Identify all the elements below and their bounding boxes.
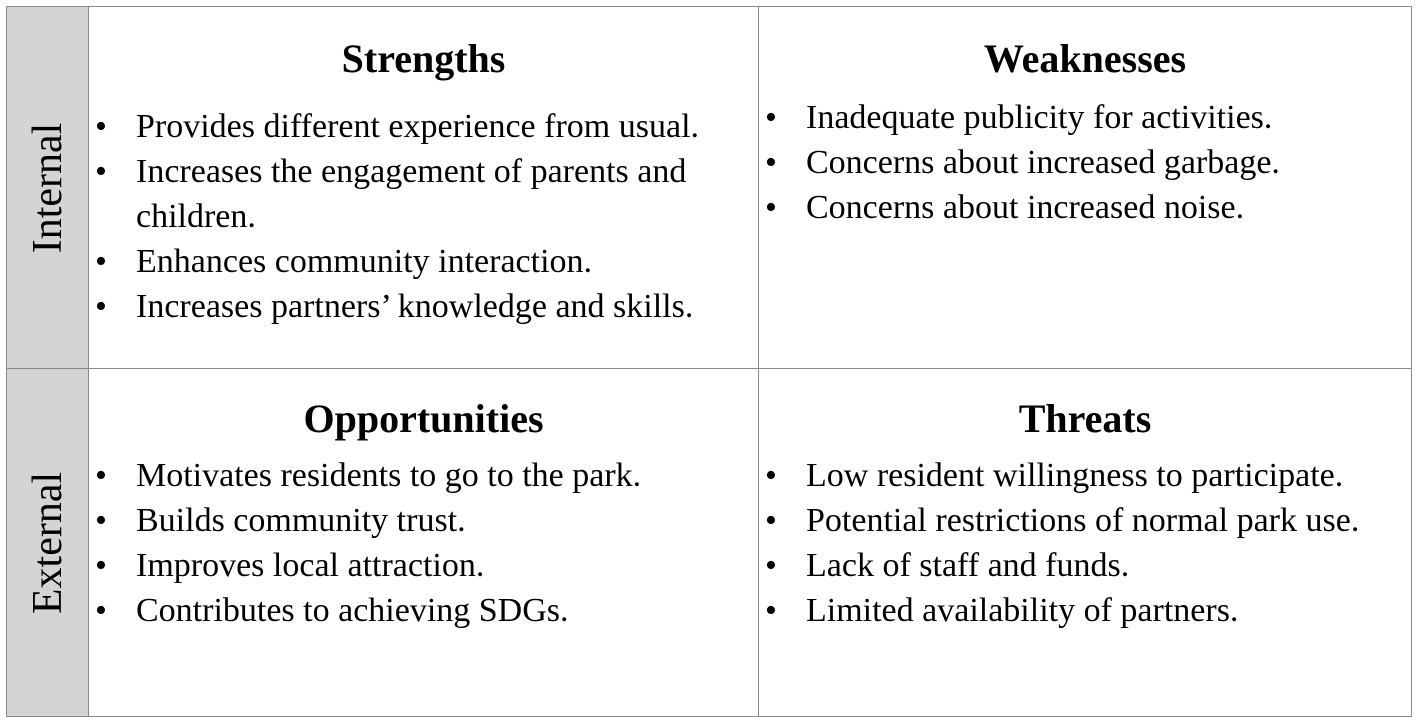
- strengths-list: [95, 104, 754, 329]
- list-item: • Enhances community interaction.: [95, 239, 754, 284]
- list-item: • Lack of staff and funds.: [765, 543, 1411, 588]
- list-item: • Provides different experience from usual.: [95, 104, 754, 149]
- opportunities-list: [95, 453, 758, 633]
- list-item: • Builds community trust.: [95, 498, 758, 543]
- weaknesses-list: [765, 95, 1411, 230]
- list-item: • Increases partners’ knowledge and skills.: [95, 284, 754, 329]
- list-item: • Inadequate publicity for activities.: [765, 95, 1411, 140]
- opportunities-quadrant: [89, 369, 759, 716]
- list-item: • Motivates residents to go to the park.: [95, 453, 758, 498]
- list-item: • Limited availability of partners.: [765, 588, 1411, 633]
- threats-quadrant: [759, 369, 1411, 716]
- list-item: • Concerns about increased garbage.: [765, 140, 1411, 185]
- row-label-external-text: External: [24, 471, 71, 614]
- swot-matrix: [6, 6, 1412, 717]
- strengths-title: Strengths: [341, 36, 506, 81]
- list-item: • Low resident willingness to participate.: [765, 453, 1411, 498]
- opportunities-title: Opportunities: [303, 396, 544, 441]
- row-label-internal-text: Internal: [24, 122, 71, 253]
- list-item: • Potential restrictions of normal park use.: [765, 498, 1411, 543]
- row-label-external: [7, 369, 89, 716]
- threats-list: [765, 453, 1411, 633]
- list-item: • Contributes to achieving SDGs.: [95, 588, 758, 633]
- weaknesses-quadrant: [759, 7, 1411, 369]
- list-item: • Improves local attraction.: [95, 543, 758, 588]
- list-item: • Increases the engagement of parents and children.: [95, 149, 754, 239]
- weaknesses-title: Weaknesses: [983, 36, 1187, 81]
- threats-title: Threats: [1018, 396, 1152, 441]
- strengths-quadrant: [89, 7, 759, 369]
- list-item: • Concerns about increased noise.: [765, 185, 1411, 230]
- row-label-internal: [7, 7, 89, 369]
